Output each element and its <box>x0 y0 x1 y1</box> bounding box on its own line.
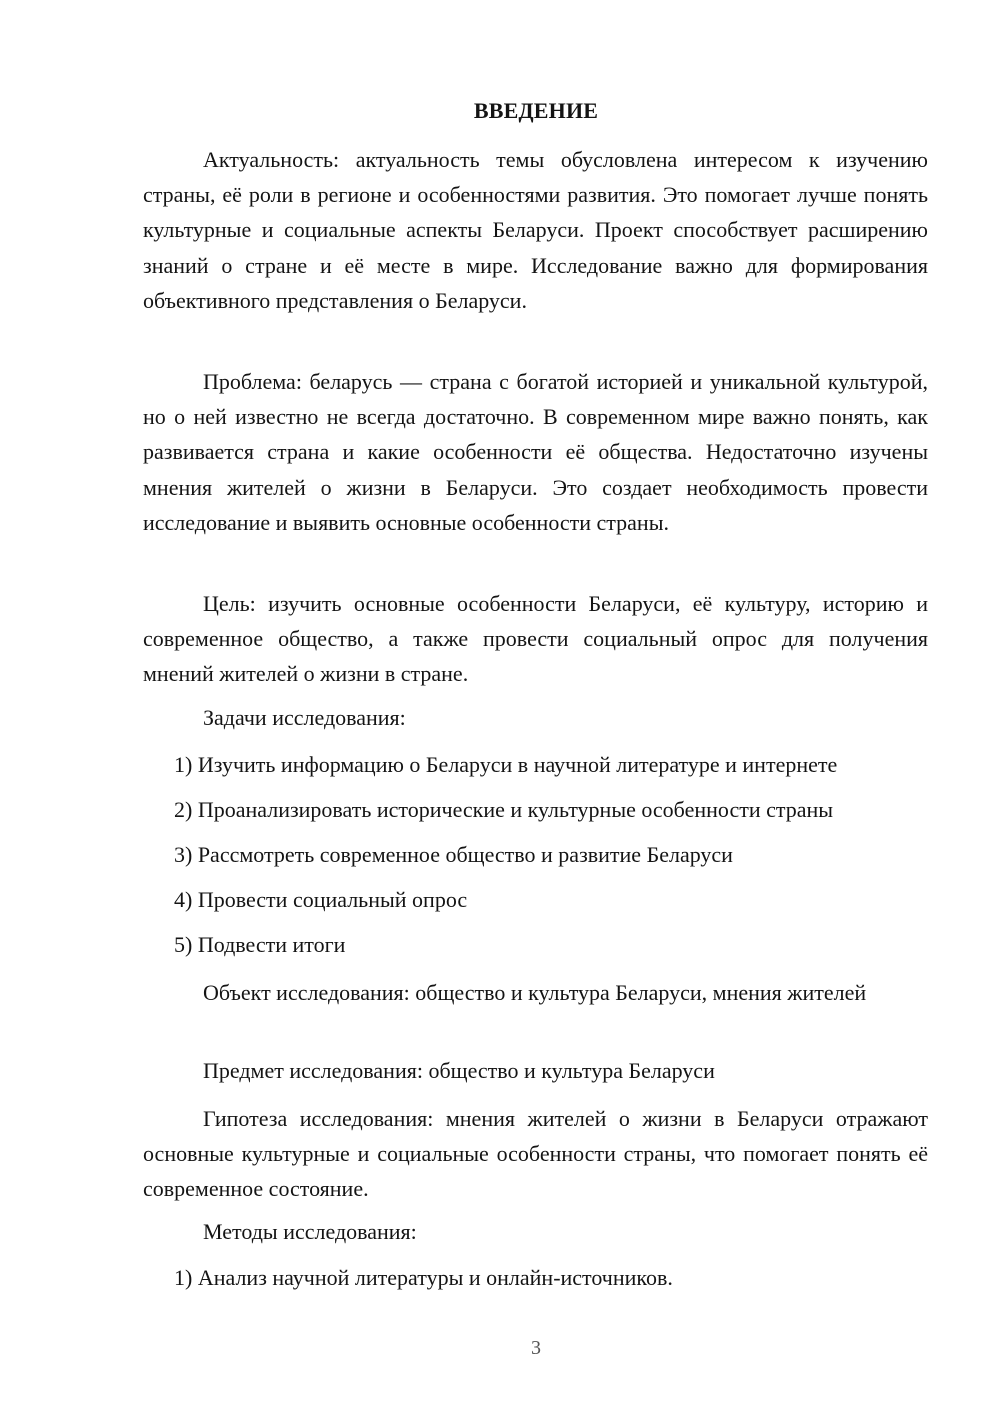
hypothesis-paragraph: Гипотеза исследования: мнения жителей о жизни в Беларуси отражают основные культурные и социальные особенности страны, что помогает понять её современное состояние. <box>143 1106 928 1202</box>
task-item: 1) Изучить информацию о Беларуси в научной литературе и интернете <box>174 752 838 777</box>
goal-paragraph: Цель: изучить основные особенности Беларуси, её культуру, историю и современное общество, а также провести социальный опрос для получения мнений жителей о жизни в стране. <box>143 591 928 687</box>
relevance-paragraph: Актуальность: актуальность темы обусловлена интересом к изучению страны, её роли в регионе и особенностями развития. Это помогает лучше понять культурные и социальные аспекты Беларуси. Проект способствует расширению знаний о стране и её месте в мире. Исследование важно для формирования объективного представления о Беларуси. <box>143 147 928 313</box>
task-item: 4) Провести социальный опрос <box>174 887 468 912</box>
task-item: 5) Подвести итоги <box>174 932 346 957</box>
problem-paragraph: Проблема: беларусь — страна с богатой историей и уникальной культурой, но о ней известно не всегда достаточно. В современном мире важно понять, как развивается страна и какие особенности её общества. Недостаточно изучены мнения жителей о жизни в Беларуси. Это создает необходимость провести исследование и выявить основные особенности страны. <box>143 369 928 535</box>
page-title: ВВЕДЕНИЕ <box>473 98 599 123</box>
method-item: 1) Анализ научной литературы и онлайн-источников. <box>174 1265 673 1290</box>
object-paragraph: Объект исследования: общество и культура Беларуси, мнения жителей <box>203 980 867 1005</box>
page-number: 3 <box>531 1337 541 1359</box>
tasks-heading: Задачи исследования: <box>203 705 406 730</box>
subject-line: Предмет исследования: общество и культура Беларуси <box>203 1058 715 1083</box>
task-item: 3) Рассмотреть современное общество и развитие Беларуси <box>174 842 733 867</box>
task-item: 2) Проанализировать исторические и культурные особенности страны <box>174 797 834 822</box>
methods-heading: Методы исследования: <box>203 1219 417 1244</box>
